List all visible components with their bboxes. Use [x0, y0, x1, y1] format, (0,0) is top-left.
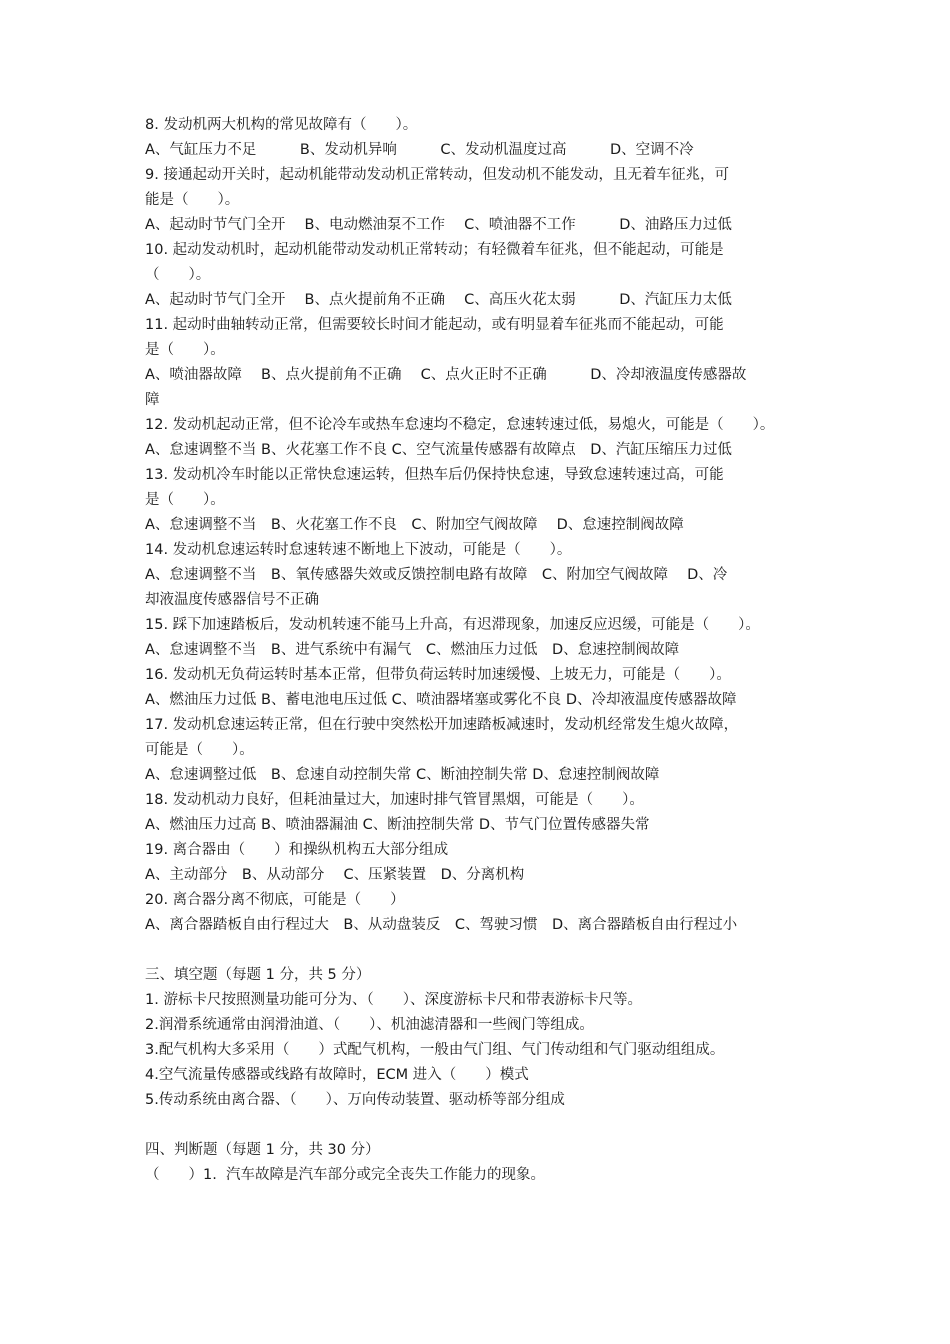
- judge-item-1: （ ）1. 汽车故障是汽车部分或完全丧失工作能力的现象。: [145, 1167, 546, 1183]
- question-17-cont: 可能是（ ）。: [145, 742, 254, 758]
- document-content: [145, 113, 815, 1188]
- question-12: 12. 发动机起动正常，但不论冷车或热车怠速均不稳定，怠速转速过低，易熄火，可能是（ ）。: [145, 417, 775, 433]
- spacer: [145, 1113, 815, 1138]
- question-19: 19. 离合器由（ ）和操纵机构五大部分组成: [145, 842, 449, 858]
- fill-item-5: 5.传动系统由离合器、（ ）、万向传动装置、驱动桥等部分组成: [145, 1092, 565, 1108]
- fill-item-2: 2.润滑系统通常由润滑油道、（ ）、机油滤清器和一些阀门等组成。: [145, 1017, 594, 1033]
- question-13-cont: 是（ ）。: [145, 492, 225, 508]
- question-9-cont: 能是（ ）。: [145, 192, 240, 208]
- spacer: [145, 938, 815, 963]
- question-9: 9. 接通起动开关时，起动机能带动发动机正常转动，但发动机不能发动，且无着车征兆，可: [145, 167, 729, 183]
- question-17: 17. 发动机怠速运转正常，但在行驶中突然松开加速踏板减速时，发动机经常发生熄火故障，: [145, 717, 739, 733]
- options-16: A、燃油压力过低 B、蓄电池电压过低 C、喷油器堵塞或雾化不良 D、冷却液温度传感器故障: [145, 692, 737, 708]
- question-20: 20. 离合器分离不彻底，可能是（ ）: [145, 892, 405, 908]
- options-19: A、主动部分 B、从动部分 C、压紧装置 D、分离机构: [145, 867, 525, 883]
- question-8: 8. 发动机两大机构的常见故障有（ ）。: [145, 117, 418, 133]
- question-11-cont: 是（ ）。: [145, 342, 225, 358]
- question-13: 13. 发动机冷车时能以正常快怠速运转，但热车后仍保持快怠速，导致怠速转速过高，可能: [145, 467, 724, 483]
- question-10-cont: （ ）。: [145, 267, 211, 283]
- options-18: A、燃油压力过高 B、喷油器漏油 C、断油控制失常 D、节气门位置传感器失常: [145, 817, 650, 833]
- options-12: A、怠速调整不当 B、火花塞工作不良 C、空气流量传感器有故障点 D、汽缸压缩压力过低: [145, 442, 732, 458]
- fill-item-4: 4.空气流量传感器或线路有故障时，ECM 进入（ ）模式: [145, 1067, 529, 1083]
- options-10: A、起动时节气门全开 B、点火提前角不正确 C、高压火花太弱 D、汽缸压力太低: [145, 292, 732, 308]
- options-17: A、怠速调整过低 B、怠速自动控制失常 C、断油控制失常 D、怠速控制阀故障: [145, 767, 660, 783]
- options-8: A、气缸压力不足 B、发动机异响 C、发动机温度过高 D、空调不冷: [145, 142, 694, 158]
- fill-item-1: 1. 游标卡尺按照测量功能可分为、（ ）、深度游标卡尺和带表游标卡尺等。: [145, 992, 642, 1008]
- options-14-cont: 却液温度传感器信号不正确: [145, 592, 319, 608]
- fill-item-3: 3.配气机构大多采用（ ）式配气机构，一般由气门组、气门传动组和气门驱动组组成。: [145, 1042, 725, 1058]
- options-15: A、怠速调整不当 B、进气系统中有漏气 C、燃油压力过低 D、怠速控制阀故障: [145, 642, 680, 658]
- judge-section-heading: 四、判断题（每题 1 分，共 30 分）: [145, 1142, 380, 1158]
- options-13: A、怠速调整不当 B、火花塞工作不良 C、附加空气阀故障 D、怠速控制阀故障: [145, 517, 684, 533]
- question-16: 16. 发动机无负荷运转时基本正常，但带负荷运转时加速缓慢、上坡无力，可能是（ ）。: [145, 667, 731, 683]
- question-15: 15. 踩下加速踏板后，发动机转速不能马上升高，有迟滞现象，加速反应迟缓，可能是（ ）。: [145, 617, 760, 633]
- options-11-cont: 障: [145, 392, 160, 408]
- options-11: A、喷油器故障 B、点火提前角不正确 C、点火正时不正确 D、冷却液温度传感器故: [145, 367, 747, 383]
- options-20: A、离合器踏板自由行程过大 B、从动盘装反 C、驾驶习惯 D、离合器踏板自由行程过小: [145, 917, 738, 933]
- question-10: 10. 起动发动机时，起动机能带动发动机正常转动；有轻微着车征兆，但不能起动，可能是: [145, 242, 724, 258]
- question-11: 11. 起动时曲轴转动正常，但需要较长时间才能起动，或有明显着车征兆而不能起动，可能: [145, 317, 724, 333]
- question-18: 18. 发动机动力良好，但耗油量过大，加速时排气管冒黑烟，可能是（ ）。: [145, 792, 644, 808]
- options-14: A、怠速调整不当 B、氧传感器失效或反馈控制电路有故障 C、附加空气阀故障 D、冷: [145, 567, 728, 583]
- question-14: 14. 发动机怠速运转时怠速转速不断地上下波动，可能是（ ）。: [145, 542, 572, 558]
- fill-section-heading: 三、填空题（每题 1 分，共 5 分）: [145, 967, 371, 983]
- options-9: A、起动时节气门全开 B、电动燃油泵不工作 C、喷油器不工作 D、油路压力过低: [145, 217, 732, 233]
